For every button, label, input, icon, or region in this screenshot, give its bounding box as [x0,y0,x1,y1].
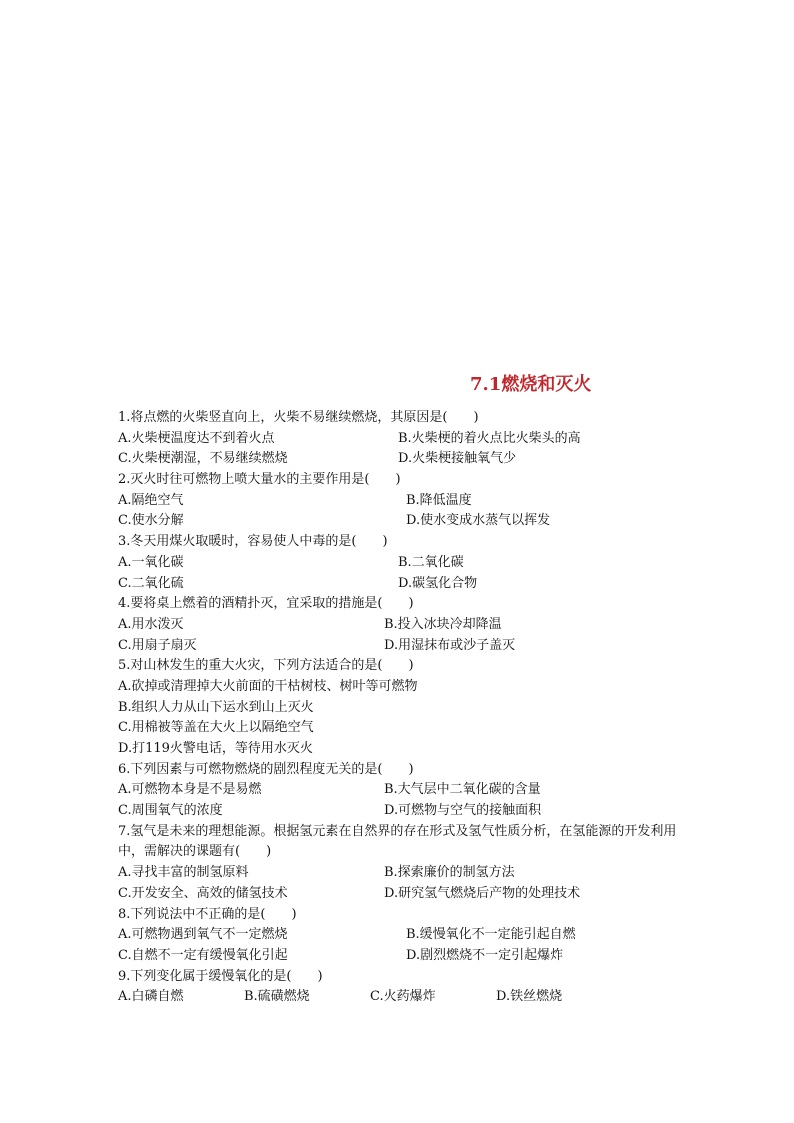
question-1-option-b: B.火柴梗的着火点比火柴头的高 [398,430,581,446]
question-7-options-row-2 [118,884,688,905]
question-6-options-row-2 [118,801,688,822]
question-2-options-row-1 [118,491,688,512]
question-6-options-row-1 [118,780,688,801]
page-title: 7.1燃烧和灭火 [470,374,592,395]
question-7-option-d: D.研究氢气燃烧后产物的处理技术 [384,885,581,901]
question-5-option-c: C.用棉被等盖在大火上以隔绝空气 [118,720,314,736]
question-5-stem: 5.对山林发生的重大火灾，下列方法适合的是( ) [118,658,414,674]
question-4-option-d: D.用湿抹布或沙子盖灭 [384,637,516,653]
question-6-option-b: B.大气层中二氧化碳的含量 [384,782,541,798]
question-9-options-row [118,987,688,1008]
question-3-stem: 3.冬天用煤火取暖时，容易使人中毒的是( ) [118,534,388,550]
question-3-option-b: B.二氧化碳 [398,554,464,570]
question-4-option-c: C.用扇子扇灭 [118,637,197,653]
question-3-option-c: C.二氧化硫 [118,575,184,591]
question-8-stem: 8.下列说法中不正确的是( ) [118,906,297,922]
question-1-options-row-1 [118,429,688,450]
question-9-option-d: D.铁丝燃烧 [496,989,563,1005]
question-list [118,408,688,1008]
question-8-option-b: B.缓慢氧化不一定能引起自燃 [406,927,576,943]
question-2-option-c: C.使水分解 [118,513,184,529]
question-7-option-b: B.探索廉价的制氢方法 [384,865,515,881]
question-6-option-d: D.可燃物与空气的接触面积 [384,803,542,819]
question-5-option-d: D.打119火警电话，等待用水灭火 [118,741,313,756]
question-5-option-a: A.砍掉或清理掉大火前面的干枯树枝、树叶等可燃物 [118,678,418,694]
question-8-option-d: D.剧烈燃烧不一定引起爆炸 [406,947,564,963]
question-7-stem: 7.氢气是未来的理想能源。根据氢元素在自然界的存在形式及氢气性质分析，在氢能源的开发利用中，需解决的课题有( ) [118,823,677,860]
question-8-option-c: C.自燃不一定有缓慢氧化引起 [118,947,288,963]
question-4-stem: 4.要将桌上燃着的酒精扑灭，宜采取的措施是( ) [118,596,414,612]
question-2-option-b: B.降低温度 [406,492,472,508]
question-3-options-row-1 [118,553,688,574]
question-3-option-d: D.碳氢化合物 [398,575,478,591]
question-9-option-a: A.白磷自燃 [118,989,184,1005]
question-4-option-b: B.投入冰块冷却降温 [384,616,502,632]
question-2-stem: 2.灭火时往可燃物上喷大量水的主要作用是( ) [118,472,401,488]
question-1-stem: 1.将点燃的火柴竖直向上，火柴不易继续燃烧，其原因是( ) [118,410,479,425]
question-7-option-a: A.寻找丰富的制氢原料 [118,865,249,881]
question-4-options-row-1 [118,615,688,636]
question-8-options-row-1 [118,925,688,946]
question-5-option-b: B.组织人力从山下运水到山上灭火 [118,699,314,715]
question-7-options-row-1 [118,863,688,884]
question-9-option-c: C.火药爆炸 [370,989,436,1005]
question-2-option-d: D.使水变成水蒸气以挥发 [406,513,551,529]
question-2-options-row-2 [118,511,688,532]
question-4-options-row-2 [118,636,688,657]
question-8-options-row-2 [118,946,688,967]
question-4-option-a: A.用水泼灭 [118,616,184,632]
question-8-option-a: A.可燃物遇到氧气不一定燃烧 [118,927,288,943]
question-7-option-c: C.开发安全、高效的储氢技术 [118,885,288,901]
question-6-option-a: A.可燃物本身是不是易燃 [118,782,262,798]
question-1-option-d: D.火柴梗接触氧气少 [398,451,517,467]
question-2-option-a: A.隔绝空气 [118,492,184,508]
question-9-option-b: B.硫磺燃烧 [244,989,310,1005]
question-9-stem: 9.下列变化属于缓慢氧化的是( ) [118,968,323,984]
question-6-option-c: C.周围氧气的浓度 [118,803,223,819]
question-3-option-a: A.一氧化碳 [118,554,184,570]
question-6-stem: 6.下列因素与可燃物燃烧的剧烈程度无关的是( ) [118,761,414,777]
question-1-options-row-2 [118,449,688,470]
question-1-option-a: A.火柴梗温度达不到着火点 [118,430,275,446]
question-1-option-c: C.火柴梗潮湿，不易继续燃烧 [118,451,288,467]
question-3-options-row-2 [118,574,688,595]
